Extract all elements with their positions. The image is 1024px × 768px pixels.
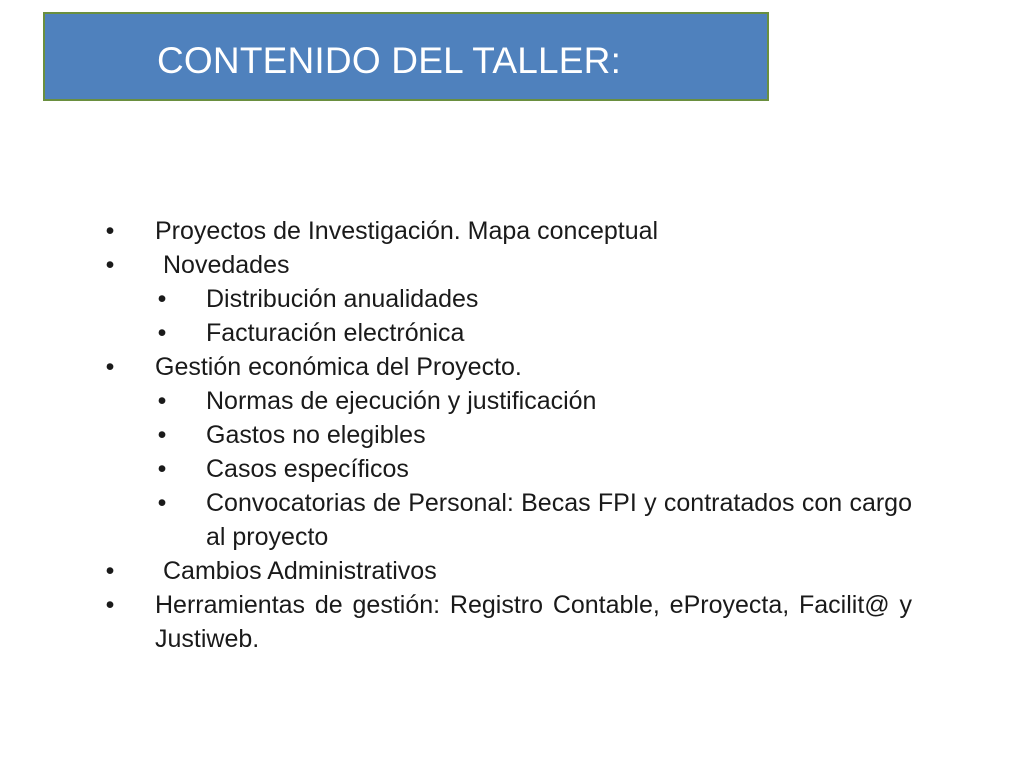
list-item-text: Novedades	[163, 251, 290, 279]
title-banner	[43, 12, 769, 101]
bullet-icon: •	[157, 319, 167, 347]
list-subitem-text: Convocatorias de Personal: Becas FPI y contratados con cargo al proyecto	[206, 489, 912, 551]
bullet-icon: •	[105, 591, 115, 619]
bullet-icon: •	[157, 421, 167, 449]
list-item-text: Cambios Administrativos	[163, 557, 437, 585]
bullet-icon: •	[105, 557, 115, 585]
slide-title: CONTENIDO DEL TALLER:	[157, 40, 622, 81]
list-subitem-text: Distribución anualidades	[206, 285, 479, 313]
list-subitem	[0, 316, 1024, 350]
list-item	[0, 248, 1024, 282]
list-item-text: Gestión económica del Proyecto.	[155, 353, 522, 381]
list-item	[0, 214, 1024, 248]
bullet-icon: •	[105, 251, 115, 279]
list-subitem	[0, 282, 1024, 316]
list-subitem	[0, 486, 1024, 554]
list-subitem	[0, 384, 1024, 418]
bullet-icon: •	[157, 455, 167, 483]
list-subitem-text: Gastos no elegibles	[206, 421, 426, 449]
list-subitem	[0, 452, 1024, 486]
list-item-text: Proyectos de Investigación. Mapa conceptual	[155, 217, 659, 245]
list-item	[0, 350, 1024, 384]
bullet-icon: •	[157, 387, 167, 415]
list-item-text: Herramientas de gestión: Registro Contable, eProyecta, Facilit@ y Justiweb.	[155, 591, 912, 653]
bullet-icon: •	[105, 217, 115, 245]
list-subitem-text: Facturación electrónica	[206, 319, 465, 347]
list-item	[0, 588, 1024, 656]
bullet-icon: •	[157, 489, 167, 517]
list-subitem	[0, 418, 1024, 452]
list-subitem-text: Casos específicos	[206, 455, 409, 483]
bullet-icon: •	[157, 285, 167, 313]
bullet-icon: •	[105, 353, 115, 381]
list-item	[0, 554, 1024, 588]
list-subitem-text: Normas de ejecución y justificación	[206, 387, 597, 415]
topic-outline	[0, 214, 1024, 656]
